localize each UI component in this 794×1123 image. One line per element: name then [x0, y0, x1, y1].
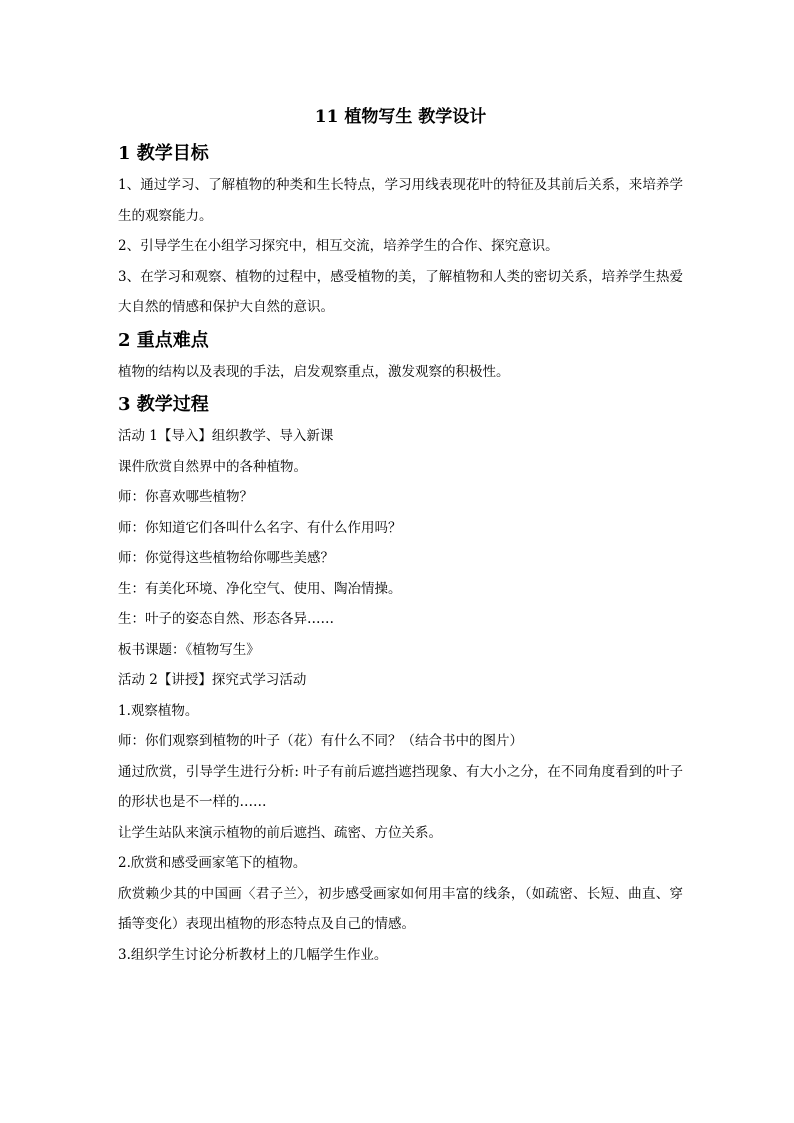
paragraph: 欣赏赖少其的中国画〈君子兰〉，初步感受画家如何用丰富的线条，（如疏密、长短、曲直、穿插等变化）表现出植物的形态特点及自己的情感。: [118, 885, 683, 932]
dialogue-line: 生：有美化环境、净化空气、使用、陶冶情操。: [118, 580, 402, 597]
dialogue-line: 师：你知道它们各叫什么名字、有什么作用吗？: [118, 519, 402, 536]
document-page: [118, 100, 683, 970]
section-teaching-goals: [118, 138, 683, 323]
paragraph: 通过欣赏，引导学生进行分析: 叶子有前后遮挡遮挡现象、有大小之分，在不同角度看到的叶子的形状也是不一样的……: [118, 763, 683, 810]
paragraph: 3、在学习和观察、植物的过程中，感受植物的美，了解植物和人类的密切关系，培养学生热爱大自然的情感和保护大自然的意识。: [118, 268, 683, 315]
section-heading: 2 重点难点: [118, 329, 209, 351]
activity-heading: 活动 2【讲授】探究式学习活动: [118, 672, 307, 688]
dialogue-line: 师：你觉得这些植物给你哪些美感？: [118, 550, 334, 566]
document-title: 11 植物写生 教学设计: [314, 107, 487, 127]
paragraph: 1、通过学习、了解植物的种类和生长特点，学习用线表现花叶的特征及其前后关系，来培养学生的观察能力。: [118, 177, 683, 224]
paragraph: 2、引导学生在小组学习探究中，相互交流，培养学生的合作、探究意识。: [118, 238, 559, 254]
dialogue-line: 师：你们观察到植物的叶子（花）有什么不同？（结合书中的图片）: [118, 733, 523, 749]
paragraph: 课件欣赏自然界中的各种植物。: [118, 458, 307, 475]
section-heading: 1 教学目标: [118, 143, 209, 164]
paragraph: 1.观察植物。: [118, 702, 199, 719]
paragraph: 2.欣赏和感受画家笔下的植物。: [118, 855, 307, 871]
paragraph: 植物的结构以及表现的手法，启发观察重点，激发观察的积极性。: [118, 363, 510, 380]
dialogue-line: 生：叶子的姿态自然、形态各异……: [118, 611, 334, 627]
paragraph: 板书课题：《植物写生》: [118, 641, 260, 658]
section-key-points: [118, 325, 683, 388]
section-teaching-process: [118, 389, 683, 970]
paragraph: 让学生站队来演示植物的前后遮挡、疏密、方位关系。: [118, 824, 442, 841]
activity-heading: 活动 1【导入】组织教学、导入新课: [118, 428, 334, 444]
dialogue-line: 师：你喜欢哪些植物？: [118, 489, 253, 505]
paragraph: 3.组织学生讨论分析教材上的几幅学生作业。: [118, 946, 388, 963]
section-heading: 3 教学过程: [118, 394, 209, 415]
